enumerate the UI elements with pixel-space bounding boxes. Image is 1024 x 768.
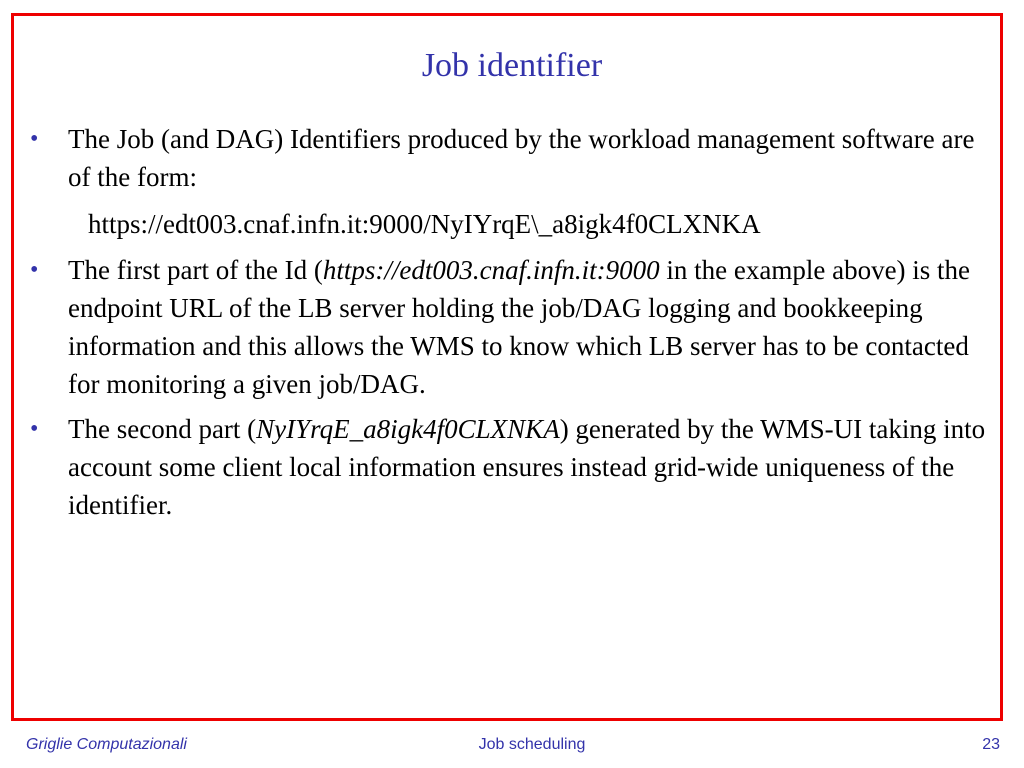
bullet-3-text-after: ) generated by the WMS-UI taking into account some client local information ensures instead grid-wide uniqueness of the identifier. xyxy=(68,414,986,520)
bullet-dot-icon: • xyxy=(30,126,39,152)
footer-page-number: 23 xyxy=(982,736,1000,753)
footer-course-name: Griglie Computazionali xyxy=(26,736,187,753)
bullet-dot-icon: • xyxy=(30,257,39,283)
job-id-example-url: https://edt003.cnaf.infn.it:9000/NyIYrqE\_a8igk4f0CLXNKA xyxy=(88,209,761,239)
slide-title: Job identifier xyxy=(421,47,603,84)
bullet-item-2 xyxy=(30,251,995,403)
slide-footer xyxy=(0,733,1024,757)
bullet-3-text-before: The second part ( xyxy=(68,414,257,444)
bullet-2-text-before: The first part of the Id ( xyxy=(68,255,323,285)
bullet-2-text-after: in the example above) is the endpoint URL of the LB server holding the job/DAG logging and bookkeeping information and this allows the WMS to know which LB server has to be contacted for monitoring a given job/DAG. xyxy=(68,255,971,399)
bullet-3-italic-id: NyIYrqE_a8igk4f0CLXNKA xyxy=(256,414,560,444)
slide-content xyxy=(30,120,995,524)
bullet-2-italic-endpoint: https://edt003.cnaf.infn.it:9000 xyxy=(322,255,660,285)
bullet-dot-icon: • xyxy=(30,416,39,442)
bullet-1-text: The Job (and DAG) Identifiers produced by the workload management software are of the form: xyxy=(68,124,975,192)
bullet-item-1 xyxy=(30,120,995,196)
footer-topic: Job scheduling xyxy=(478,736,586,753)
bullet-item-3 xyxy=(30,410,995,524)
